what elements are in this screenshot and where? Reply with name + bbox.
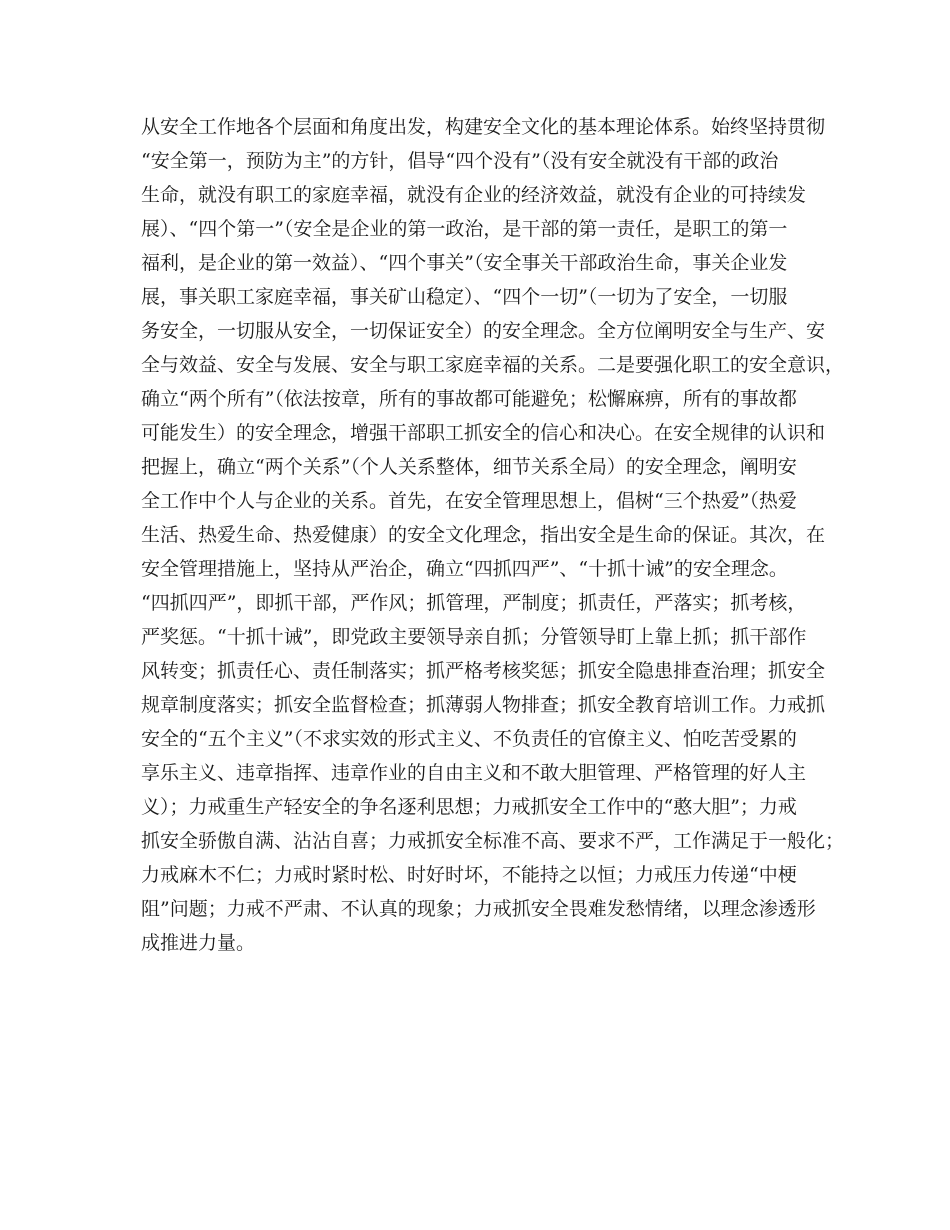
text-line: 享乐主义、违章指挥、违章作业的自由主义和不敢大胆管理、严格管理的好人主 xyxy=(141,762,807,784)
text-line: 抓安全骄傲自满、沾沾自喜；力戒抓安全标准不高、要求不严，工作满足于一般化； xyxy=(141,830,845,852)
text-line: 务安全，一切服从安全，一切保证安全）的安全理念。全方位阐明安全与生产、安 xyxy=(141,320,826,342)
text-line: 义）；力戒重生产轻安全的争名逐利思想；力戒抓安全工作中的“憨大胆”；力戒 xyxy=(141,796,797,818)
text-line: “安全第一，预防为主”的方针，倡导“四个没有”（没有安全就没有干部的政治 xyxy=(141,150,779,172)
body-paragraph xyxy=(141,110,845,960)
text-line: 福利，是企业的第一效益）、“四个事关”（安全事关干部政治生命，事关企业发 xyxy=(141,252,788,274)
text-line: 全与效益、安全与发展、安全与职工家庭幸福的关系。二是要强化职工的安全意识， xyxy=(141,354,845,376)
text-line: 展，事关职工家庭幸福，事关矿山稳定）、“四个一切”（一切为了安全，一切服 xyxy=(141,286,788,308)
text-line: 力戒麻木不仁；力戒时紧时松、时好时坏，不能持之以恒；力戒压力传递“中梗 xyxy=(141,864,797,886)
text-line: 可能发生）的安全理念，增强干部职工抓安全的信心和决心。在安全规律的认识和 xyxy=(141,422,826,444)
text-line: 从安全工作地各个层面和角度出发，构建安全文化的基本理论体系。始终坚持贯彻 xyxy=(141,116,826,138)
text-line: 全工作中个人与企业的关系。首先，在安全管理思想上，倡树“三个热爱”（热爱 xyxy=(141,490,797,512)
text-line: 严奖惩。“十抓十诫”，即党政主要领导亲自抓；分管领导盯上靠上抓；抓干部作 xyxy=(141,626,807,648)
text-line: 阻”问题；力戒不严肃、不认真的现象；力戒抓安全畏难发愁情绪，以理念渗透形 xyxy=(141,898,816,920)
text-line: 规章制度落实；抓安全监督检查；抓薄弱人物排查；抓安全教育培训工作。力戒抓 xyxy=(141,694,826,716)
text-line: 确立“两个所有”（依法按章，所有的事故都可能避免；松懈麻痹，所有的事故都 xyxy=(141,388,797,410)
text-line: 安全管理措施上，坚持从严治企，确立“四抓四严”、“十抓十诫”的安全理念。 xyxy=(141,558,788,580)
text-line: 展）、“四个第一”（安全是企业的第一政治，是干部的第一责任，是职工的第一 xyxy=(141,218,788,240)
text-line: 成推进力量。 xyxy=(141,932,256,954)
text-line: 生命，就没有职工的家庭幸福，就没有企业的经济效益，就没有企业的可持续发 xyxy=(141,184,807,206)
text-line: 把握上，确立“两个关系”（个人关系整体，细节关系全局）的安全理念，阐明安 xyxy=(141,456,797,478)
text-line: “四抓四严”，即抓干部，严作风；抓管理，严制度；抓责任，严落实；抓考核， xyxy=(141,592,807,614)
text-line: 生活、热爱生命、热爱健康）的安全文化理念，指出安全是生命的保证。其次，在 xyxy=(141,524,826,546)
text-line: 安全的“五个主义”（不求实效的形式主义、不负责任的官僚主义、怕吃苦受累的 xyxy=(141,728,797,750)
text-line: 风转变；抓责任心、责任制落实；抓严格考核奖惩；抓安全隐患排查治理；抓安全 xyxy=(141,660,826,682)
